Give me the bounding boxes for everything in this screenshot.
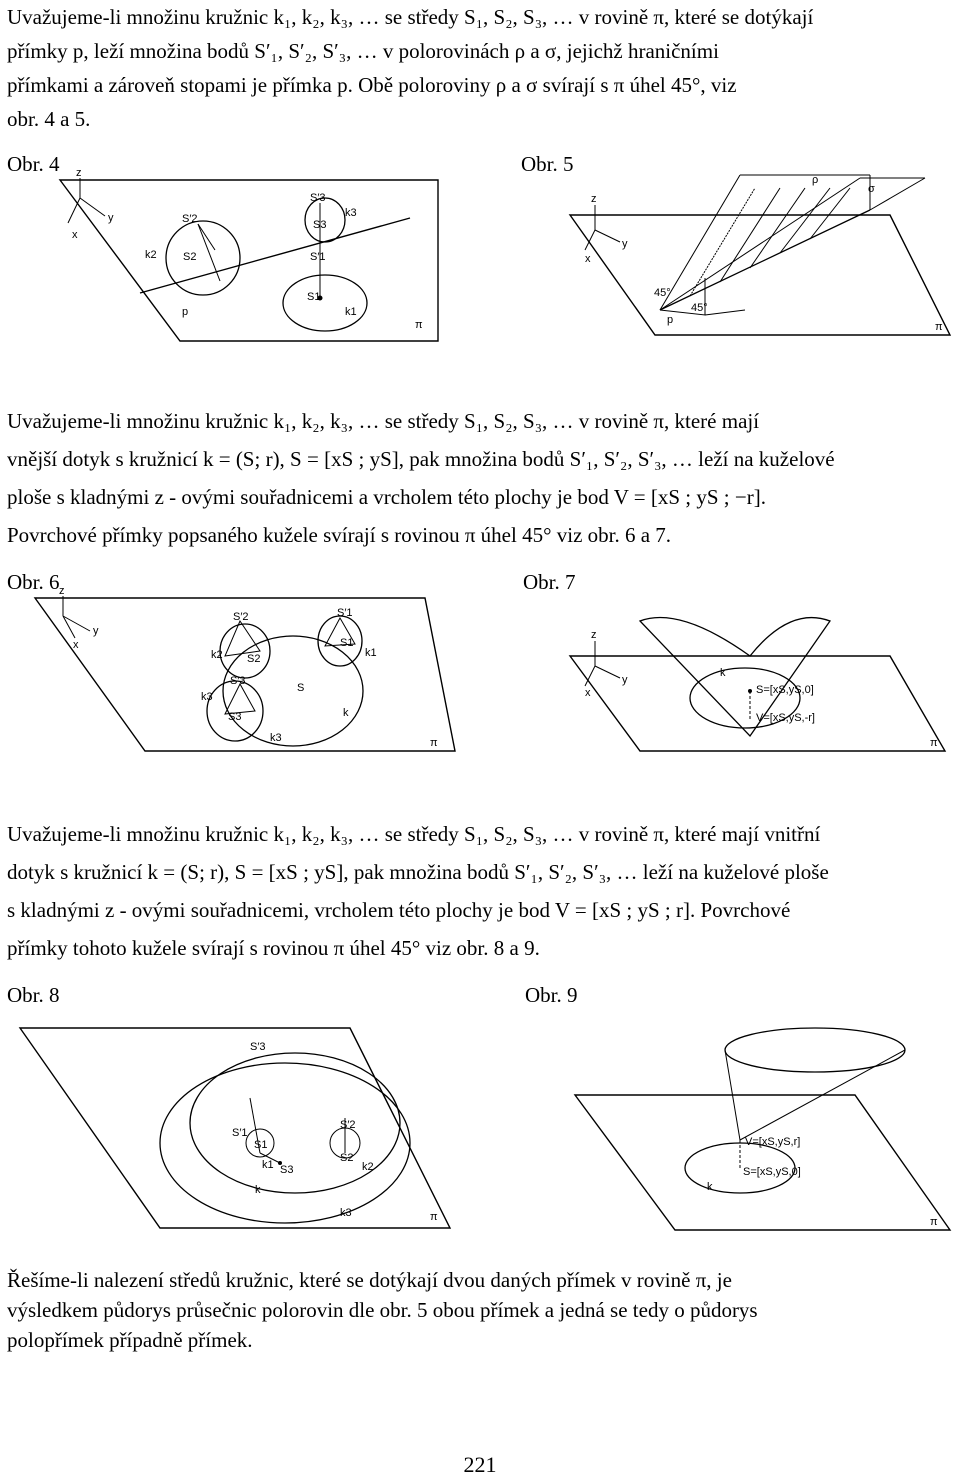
fig4-pi-label: π [415,319,423,331]
fig6-k3a-label: k3 [201,691,213,703]
fig6-y-label: y [93,625,99,637]
fig6-pi-label: π [430,737,438,749]
fig7-pi-label: π [930,737,938,749]
fig4-y-label: y [108,212,114,224]
figure-9-caption: Obr. 9 [525,983,578,1007]
fig4-s3p-label: S′3 [310,192,326,204]
paragraph-1-line-1: Uvažujeme-li množinu kružnic k₁, k₂, k₃, … se středy S₁, S₂, S₃, … v rovině π, které se dotýkají [7,5,814,29]
fig4-k3-label: k3 [345,207,357,219]
figure-4-drawing [20,167,440,343]
fig6-s2-label: S2 [247,653,261,665]
figure-8-caption: Obr. 8 [7,983,60,1007]
fig4-k2-label: k2 [145,249,157,261]
fig8-s3p-label: S′3 [250,1041,266,1053]
paragraph-3-line-1: Uvažujeme-li množinu kružnic k₁, k₂, k₃, … se středy S₁, S₂, S₃, … v rovině π, které mají vnitřní [7,822,821,846]
fig5-z-label: z [591,193,597,205]
fig5-x-label: x [585,253,591,265]
paragraph-4 [7,1265,957,1355]
fig6-k3-label: k3 [270,732,282,744]
paragraph-4-line-3: polopřímek případně přímek. [7,1328,253,1352]
figure-4-caption: Obr. 4 [7,152,60,176]
fig5-angle1-label: 45° [654,287,671,299]
fig6-k-label: k [343,707,349,719]
figure-6 [35,585,455,756]
fig4-s1-label: S1 [307,291,321,303]
paragraph-4-line-2: výsledkem půdorys průsečnic polorovin dle obr. 5 obou přímek a jedná se tedy o půdorys [7,1298,758,1322]
fig7-k-label: k [720,667,726,679]
fig6-s-label: S [297,682,305,694]
paragraph-1-line-2: přímky p, leží množina bodů S′₁, S′₂, S′₃, … v polorovinách ρ a σ, jejichž hraničními [7,39,719,63]
fig8-s1-label: S1 [254,1139,268,1151]
fig5-y-label: y [622,238,628,250]
fig6-z-label: z [59,585,65,597]
paragraph-1-line-3: přímkami a zároveň stopami je přímka p. Obě poloroviny ρ a σ svírají s π úhel 45°, viz [7,73,737,97]
fig8-pi-label: π [430,1211,438,1223]
fig8-s2-label: S2 [340,1152,354,1164]
fig9-pi-label: π [930,1216,938,1228]
fig6-k1-label: k1 [365,647,377,659]
fig4-k1-label: k1 [345,306,357,318]
paragraph-3-line-3: s kladnými z - ovými souřadnicemi, vrcholem této plochy je bod V = [xS ; yS ; r]. Povrchové [7,898,791,922]
fig5-angle2-label: 45° [691,302,708,314]
fig9-s-label: S=[xS,yS,0] [743,1166,801,1178]
figure-7-caption: Obr. 7 [523,570,576,594]
fig9-k-label: k [707,1181,713,1193]
fig8-s2p-label: S′2 [340,1119,356,1131]
fig4-z-label: z [76,167,82,179]
paragraph-3-line-4: přímky tohoto kužele svírají s rovinou π úhel 45° viz obr. 8 a 9. [7,936,540,960]
paragraph-3-line-2: dotyk s kružnicí k = (S; r), S = [xS ; yS], pak množina bodů S′₁, S′₂, S′₃, … leží na kuželové ploše [7,860,829,884]
figure-8 [20,1028,460,1233]
figure-9 [525,1020,955,1235]
figure-7-drawing [530,596,950,756]
fig8-k2-label: k2 [362,1161,374,1173]
fig8-k-label: k [255,1184,261,1196]
figure-8-drawing [20,1028,460,1233]
fig8-k1-label: k1 [262,1159,274,1171]
paragraph-2-line-4: Povrchové přímky popsaného kužele svírají s rovinou π úhel 45° viz obr. 6 a 7. [7,523,672,547]
paragraph-2-line-2: vnější dotyk s kružnicí k = (S; r), S = [xS ; yS], pak množina bodů S′₁, S′₂, S′₃, … leží na kuželové [7,447,835,471]
fig5-p-label: p [667,314,674,326]
paragraph-3 [7,815,957,967]
paragraph-2-line-3: ploše s kladnými z - ovými souřadnicemi a vrcholem této plochy je bod V = [xS ; yS ; −r]. [7,485,766,509]
fig5-pi-label: π [935,321,943,333]
fig8-k3-label: k3 [340,1207,352,1219]
fig7-x-label: x [585,687,591,699]
paragraph-2-line-1: Uvažujeme-li množinu kružnic k₁, k₂, k₃, … se středy S₁, S₂, S₃, … v rovině π, které mají [7,409,760,433]
fig7-v-label: V=[xS,yS,-r] [756,712,815,724]
figure-6-caption: Obr. 6 [7,570,60,594]
fig4-s1p-label: S′1 [310,251,326,263]
paragraph-1 [7,0,957,136]
fig4-x-label: x [72,229,78,241]
fig5-sigma-label: σ [868,183,875,195]
fig9-v-label: V=[xS,yS,r] [745,1136,801,1148]
fig7-y-label: y [622,674,628,686]
fig4-s2p-label: S′2 [182,213,198,225]
figure-5-drawing [530,170,955,345]
fig6-s1p-label: S′1 [337,607,353,619]
fig8-s1p-label: S′1 [232,1127,248,1139]
fig5-rho-label: ρ [812,174,819,186]
fig4-s2-label: S2 [183,251,197,263]
figure-5 [530,170,955,345]
fig7-z-label: z [591,629,597,641]
fig6-s2p-label: S′2 [233,611,249,623]
figure-4 [20,167,440,343]
figure-7 [530,596,950,756]
paragraph-4-line-1: Řešíme-li nalezení středů kružnic, které se dotýkají dvou daných přímek v rovině π, je [7,1268,732,1292]
fig6-s1-label: S1 [340,637,354,649]
figure-5-caption: Obr. 5 [521,152,574,176]
fig4-s3-label: S3 [313,219,327,231]
paragraph-1-line-4: obr. 4 a 5. [7,107,91,131]
fig8-s3-label: S3 [280,1164,294,1176]
fig6-s3-label: S3 [228,711,242,723]
fig4-p-label: p [182,306,189,318]
figure-9-drawing [525,1020,955,1235]
fig6-s3p-label: S′3 [230,675,246,687]
fig6-x-label: x [73,639,79,651]
fig6-k2-label: k2 [211,649,223,661]
paragraph-2 [7,402,957,554]
figure-6-drawing [35,585,455,756]
page-number: 221 [463,1452,497,1477]
fig7-s-label: S=[xS,yS,0] [756,684,814,696]
